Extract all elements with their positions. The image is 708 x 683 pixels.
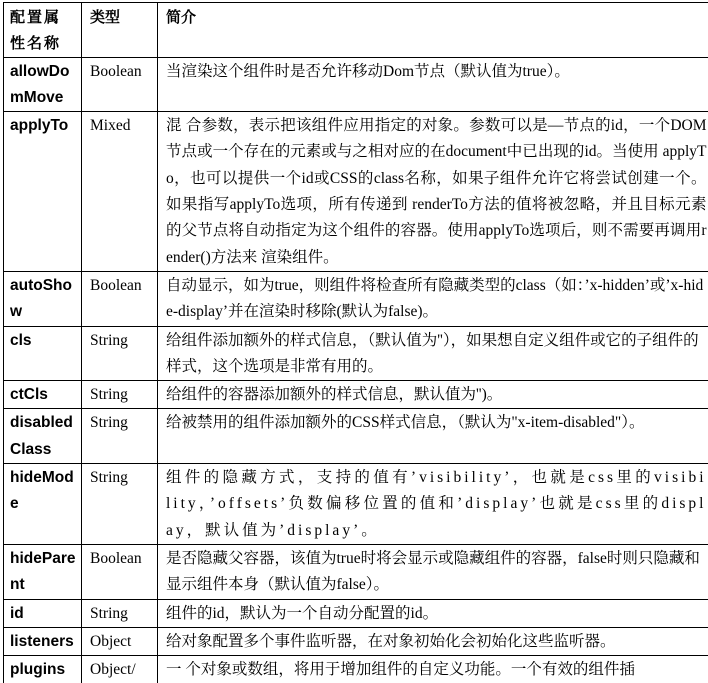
table-row bbox=[4, 271, 708, 326]
table-header-row bbox=[4, 3, 708, 58]
property-type: Boolean bbox=[82, 57, 158, 112]
property-description: 是否隐藏父容器，该值为true时将会显示或隐藏组件的容器，false时则只隐藏和显示组件本身（默认值为false）。 bbox=[158, 544, 708, 599]
property-name: hideParent bbox=[4, 544, 82, 599]
header-description: 简介 bbox=[158, 3, 708, 58]
property-name: disabledClass bbox=[4, 409, 82, 464]
table-row bbox=[4, 112, 708, 272]
property-name: id bbox=[4, 599, 82, 627]
property-name: cls bbox=[4, 326, 82, 381]
table-row bbox=[4, 656, 708, 683]
table-row bbox=[4, 409, 708, 464]
property-type: Mixed bbox=[82, 112, 158, 272]
header-type: 类型 bbox=[82, 3, 158, 58]
table-row bbox=[4, 464, 708, 545]
table-row bbox=[4, 627, 708, 655]
property-name: listeners bbox=[4, 627, 82, 655]
property-description: 给被禁用的组件添加额外的CSS样式信息，（默认为"x-item-disabled"）。 bbox=[158, 409, 708, 464]
property-description: 给对象配置多个事件监听器，在对象初始化会初始化这些监听器。 bbox=[158, 627, 708, 655]
property-description: 混 合参数，表示把该组件应用指定的对象。参数可以是—节点的id，一个DOM节点或一个存在的元素或与之相对应的在document中已出现的id。当使用 applyTo，也可以提供一个id或CSS的class名称，如果子组件允许它将尝试创建一个。如果指写applyTo选项，所有传递到 renderTo方法的值将被忽略，并且目标元素的父节点将自动指定为这个组件的容器。使用applyTo选项后，则不需要再调用render()方法来 渲染组件。 bbox=[158, 112, 708, 272]
table-row bbox=[4, 599, 708, 627]
table-row bbox=[4, 57, 708, 112]
property-description: 组件的隐藏方式，支持的值有’visibility’，也就是css里的visibility，’offsets’负数偏移位置的值和’display’也就是css里的display，默认值为’display’。 bbox=[158, 464, 708, 545]
property-name: autoShow bbox=[4, 271, 82, 326]
property-description: 给组件的容器添加额外的样式信息，默认值为'')。 bbox=[158, 381, 708, 409]
property-description: 给组件添加额外的样式信息，（默认值为''），如果想自定义组件或它的子组件的样式，这个选项是非常有用的。 bbox=[158, 326, 708, 381]
property-name: plugins bbox=[4, 656, 82, 683]
property-type: String bbox=[82, 409, 158, 464]
property-name: hideMode bbox=[4, 464, 82, 545]
property-description: 一 个对象或数组，将用于增加组件的自定义功能。一个有效的组件插 bbox=[158, 656, 708, 683]
property-name: ctCls bbox=[4, 381, 82, 409]
property-type: String bbox=[82, 326, 158, 381]
header-property-name: 配置属性名称 bbox=[4, 3, 82, 58]
property-type: String bbox=[82, 381, 158, 409]
property-type: String bbox=[82, 599, 158, 627]
property-type: Boolean bbox=[82, 271, 158, 326]
property-type: Boolean bbox=[82, 544, 158, 599]
property-type: Object/ bbox=[82, 656, 158, 683]
table-row bbox=[4, 544, 708, 599]
property-description: 当渲染这个组件时是否允许移动Dom节点（默认值为true）。 bbox=[158, 57, 708, 112]
table-row bbox=[4, 326, 708, 381]
property-name: applyTo bbox=[4, 112, 82, 272]
property-type: Object bbox=[82, 627, 158, 655]
table-row bbox=[4, 381, 708, 409]
property-description: 组件的id，默认为一个自动分配置的id。 bbox=[158, 599, 708, 627]
property-description: 自动显示，如为true，则组件将检查所有隐藏类型的class（如：’x-hidden’或’x-hide-display’并在渲染时移除(默认为false)。 bbox=[158, 271, 708, 326]
property-name: allowDomMove bbox=[4, 57, 82, 112]
property-type: String bbox=[82, 464, 158, 545]
config-properties-table bbox=[3, 2, 708, 683]
